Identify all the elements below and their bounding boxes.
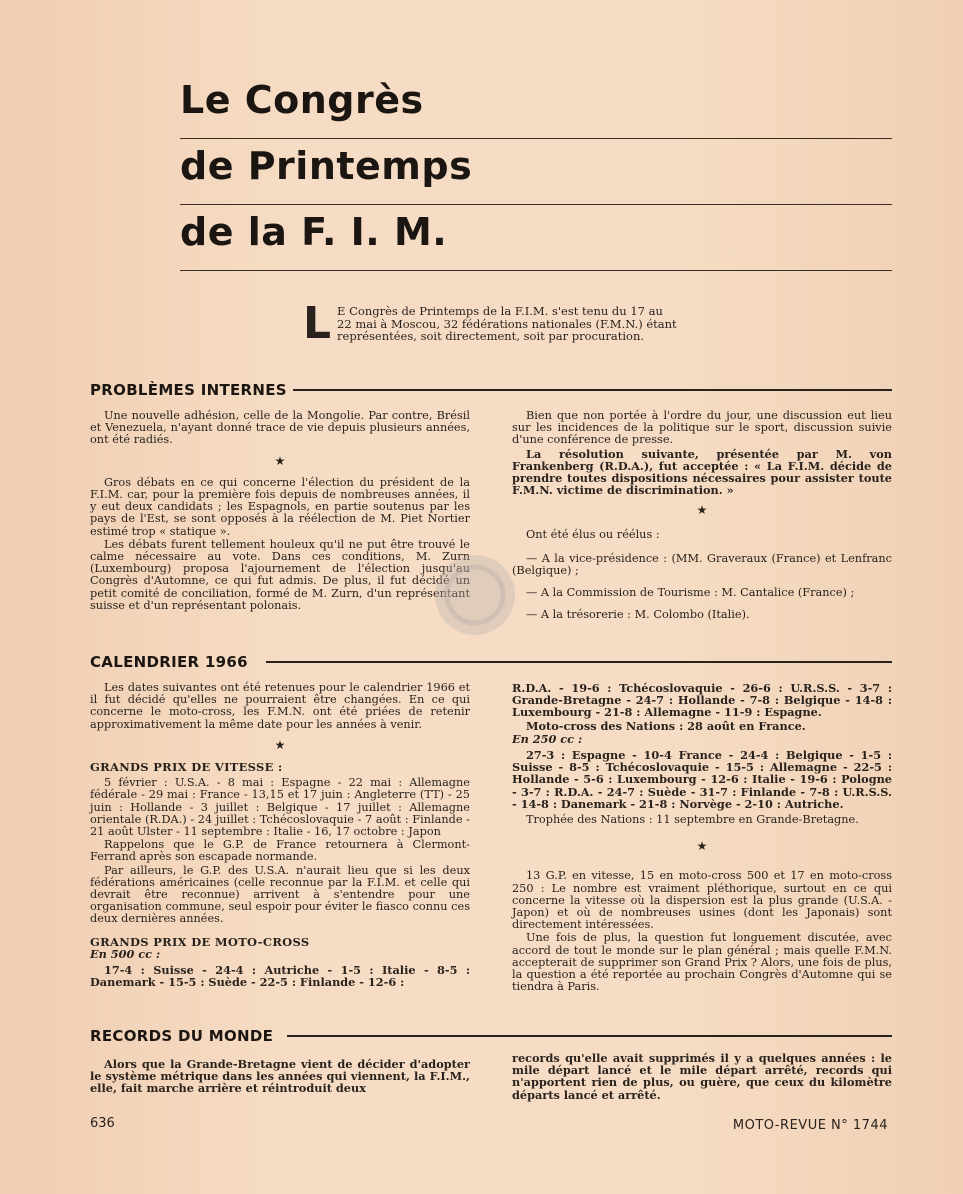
paragraph: 27-3 : Espagne - 10-4 France - 24-4 : Belgique - 1-5 : Suisse - 8-5 : Tchécoslovaquie - 15-5 : Allemagne - 22-5 : Hollande - 5-6 : Luxembourg - 12-6 : Italie - 19-6 : Pologne - 3-7 : R.D.A. - 24-7 : Suède - 31-7 : Finlande - 7-8 : U.R.S.S. - 14-8 : Danemark - 21-8 : Norvège - 2-10 : Autriche. xyxy=(512,748,892,811)
subheading-250cc: En 250 cc : xyxy=(512,731,583,746)
heading-rule xyxy=(287,1035,892,1037)
paragraph: 13 G.P. en vitesse, 15 en moto-cross 500 et 17 en moto-cross 250 : Le nombre est vraiment pléthorique, surtout en ce qui concerne la vitesse où la dispersion est la plus grande (U.S.A. - Japon) et où de nombreuses usines (dont les Japonais) sont directement intéressées. xyxy=(512,869,892,932)
problemes-left-column xyxy=(90,410,470,613)
heading-rule xyxy=(266,661,892,663)
subheading-moto-cross: GRANDS PRIX DE MOTO-CROSS xyxy=(90,934,310,949)
section-heading-records xyxy=(90,1027,892,1045)
section-title: PROBLÈMES INTERNES xyxy=(90,381,287,399)
heading-rule xyxy=(293,389,892,391)
title-line-1: Le Congrès xyxy=(180,78,424,122)
paragraph: Les dates suivantes ont été retenues pour le calendrier 1966 et il fut décidé qu'elles ne pourraient être changées. En ce qui concerne le moto-cross, les F.M.N. ont été priées de retenir approximativement la même date pour les années à venir. xyxy=(90,681,470,731)
title-line-3: de la F. I. M. xyxy=(180,210,448,254)
title-rule-2 xyxy=(180,204,892,205)
calendrier-left-column xyxy=(90,682,470,989)
watermark-logo xyxy=(425,550,525,640)
paragraph: R.D.A. - 19-6 : Tchécoslovaquie - 26-6 : U.R.S.S. - 3-7 : Grande-Bretagne - 24-7 : Hollande - 7-8 : Belgique - 14-8 : Luxembourg - 21-8 : Allemagne - 11-9 : Espagne. xyxy=(512,681,892,720)
paragraph: 5 février : U.S.A. - 8 mai : Espagne - 22 mai : Allemagne fédérale - 29 mai : France - 13,15 et 17 juin : Angleterre (TT) - 25 juin : Hollande - 3 juillet : Belgique - 17 juillet : Allemagne orientale (R.DA.) - 24 juillet : Tchécoslovaquie - 7 août : Finlande - 21 août Ulster - 11 septembre : Italie - 16, 17 octobre : Japon xyxy=(90,776,470,839)
paragraph: 17-4 : Suisse - 24-4 : Autriche - 1-5 : Italie - 8-5 : Danemark - 15-5 : Suède - 22-5 : Finlande - 12-6 : xyxy=(90,963,470,990)
records-right-column xyxy=(512,1052,892,1102)
paragraph: Alors que la Grande-Bretagne vient de décider d'adopter le système métrique dans les années qui viennent, la F.I.M., elle, fait marche arrière et réintroduit deux xyxy=(90,1057,470,1096)
section-title: CALENDRIER 1966 xyxy=(90,653,248,671)
dropcap: L xyxy=(303,298,332,349)
star-separator: ★ xyxy=(274,737,286,752)
paragraph: Gros débats en ce qui concerne l'élection du président de la F.I.M. car, pour la première fois depuis de nombreuses années, il y eut deux candidats ; les Espagnols, en partie soutenus par les pays de l'Est, se sont opposés à la réélection de M. Piet Nortier estimé trop « statique ». xyxy=(90,475,470,538)
paragraph: Rappelons que le G.P. de France retournera à Clermont-Ferrand après son escapade normande. xyxy=(90,838,470,864)
paragraph: — A la trésorerie : M. Colombo (Italie). xyxy=(526,608,750,622)
star-separator: ★ xyxy=(274,453,286,468)
star-separator: ★ xyxy=(696,503,708,518)
paragraph: Trophée des Nations : 11 septembre en Grande-Bretagne. xyxy=(526,813,859,827)
section-heading-calendrier xyxy=(90,653,892,671)
page-number: 636 xyxy=(90,1116,115,1131)
calendrier-right-column xyxy=(512,682,892,994)
paragraph: Moto-cross des Nations : 28 août en France. xyxy=(526,718,806,733)
section-title: RECORDS DU MONDE xyxy=(90,1027,274,1045)
paragraph: Bien que non portée à l'ordre du jour, une discussion eut lieu sur les incidences de la politique sur le sport, discussion suivie d'une conférence de presse. xyxy=(512,409,892,447)
intro-paragraph xyxy=(303,298,681,349)
intro-text: E Congrès de Printemps de la F.I.M. s'est tenu du 17 au 22 mai à Moscou, 32 fédérations nationales (F.M.N.) étant représentées, soit directement, soit par procuration. xyxy=(337,304,677,343)
paragraph: — A la vice-présidence : (MM. Graveraux (France) et Lenfranc (Belgique) ; xyxy=(512,551,892,578)
title-rule-3 xyxy=(180,270,892,271)
paragraph: records qu'elle avait supprimés il y a quelques années : le mile départ lancé et le mile départ arrêté, records qui n'apportent rien de plus, ou guère, que ceux du kilomètre départs lancé et arrêté. xyxy=(512,1051,892,1102)
title-line-2: de Printemps xyxy=(180,144,473,188)
paragraph: Une nouvelle adhésion, celle de la Mongolie. Par contre, Brésil et Venezuela, n'ayant donné trace de vie depuis plusieurs années, ont été radiés. xyxy=(90,409,470,447)
paragraph: Une fois de plus, la question fut longuement discutée, avec accord de tout le monde sur le plan général ; mais quelle F.M.N. accepterait de supprimer son Grand Prix ? Alors, une fois de plus, la question a été reportée au prochain Congrès d'Automne qui se tiendra à Paris. xyxy=(512,931,892,994)
subheading-vitesse: GRANDS PRIX DE VITESSE : xyxy=(90,760,283,775)
paragraph: Ont été élus ou réélus : xyxy=(526,527,660,541)
paragraph: — A la Commission de Tourisme : M. Cantalice (France) ; xyxy=(526,586,855,600)
problemes-right-column xyxy=(512,410,892,623)
magazine-issue: MOTO-REVUE N° 1744 xyxy=(732,1118,888,1133)
paragraph: La résolution suivante, présentée par M. von Frankenberg (R.D.A.), fut acceptée : « La F.I.M. décide de prendre toutes dispositions nécessaires pour assister toute F.M.N. victime de discrimination. » xyxy=(512,446,892,498)
records-left-column xyxy=(90,1058,470,1096)
title-rule-1 xyxy=(180,138,892,139)
paragraph: Par ailleurs, le G.P. des U.S.A. n'aurait lieu que si les deux fédérations américaines (celle reconnue par la F.I.M. et celle qui devrait être reconnue) arrivent à s'entendre pour une organisation commune, seul espoir pour éviter le fiasco connu ces deux dernières années. xyxy=(90,863,470,926)
paragraph: Les débats furent tellement houleux qu'il ne put être trouvé le calme nécessaire au vote. Dans ces conditions, M. Zurn (Luxembourg) proposa l'ajournement de l'élection jusqu'au Congrès d'Automne, ce qui fut admis. De plus, il fut décidé un petit comité de conciliation, formé de M. Zurn, d'un représentant suisse et d'un représentant polonais. xyxy=(90,537,470,612)
subheading-500cc: En 500 cc : xyxy=(90,946,161,961)
star-separator: ★ xyxy=(696,839,708,854)
section-heading-problemes xyxy=(90,381,892,399)
